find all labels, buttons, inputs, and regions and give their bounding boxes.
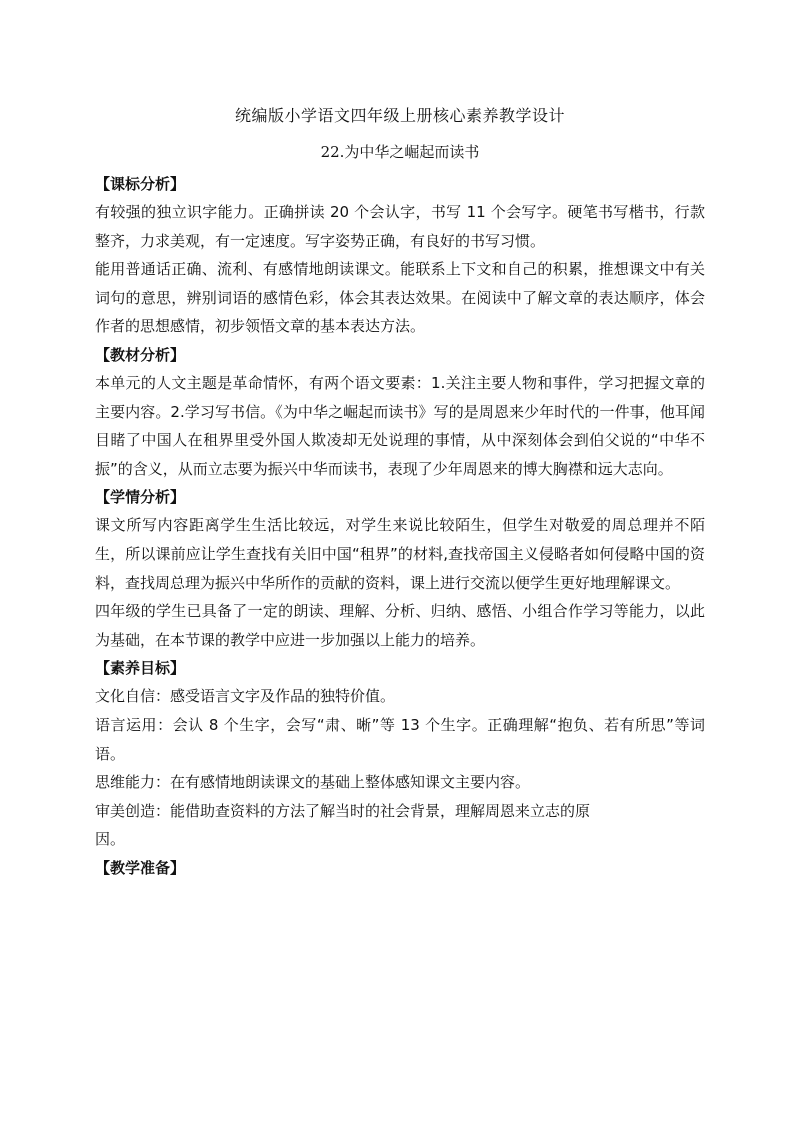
goal-aesthetic-continued: 因。 <box>95 830 126 849</box>
section-heading-curriculum: 【课标分析】 <box>95 175 186 193</box>
goal-aesthetic: 审美创造：能借助查资料的方法了解当时的社会背景，理解周恩来立志的原 <box>95 801 591 820</box>
section-heading-goals: 【素养目标】 <box>95 659 186 678</box>
curriculum-paragraph-1: 有较强的独立识字能力。正确拼读 20 个会认字，书写 11 个会写字。硬笔书写楷书，行款整齐，力求美观，有一定速度。写字姿势正确，有良好的书写习惯。 <box>95 203 705 250</box>
textbook-paragraph-1: 本单元的人文主题是革命情怀，有两个语文要素：1.关注主要人物和事件，学习把握文章的主要内容。2.学习写书信。《为中华之崛起而读书》写的是周恩来少年时代的一件事，他耳闻目睹了中国人在租界里受外国人欺凌却无处说理的事情，从中深刻体会到伯父说的“中华不振”的含义，从而立志要为振兴中华而读书，表现了少年周恩来的博大胸襟和远大志向。 <box>95 373 705 478</box>
goal-thinking: 思维能力：在有感情地朗读课文的基础上整体感知课文主要内容。 <box>95 773 531 792</box>
section-heading-learners: 【学情分析】 <box>95 488 186 507</box>
learners-paragraph-2: 四年级的学生已具备了一定的朗读、理解、分析、归纳、感悟、小组合作学习等能力，以此为基础，在本节课的教学中应进一步加强以上能力的培养。 <box>95 602 705 649</box>
document-title: 统编版小学语文四年级上册核心素养教学设计 <box>234 106 565 125</box>
document-body <box>95 102 705 882</box>
section-heading-textbook: 【教材分析】 <box>95 345 186 364</box>
goal-language-use: 语言运用：会认 8 个生字，会写“肃、晰”等 13 个生字。正确理解“抱负、若有所思”等词语。 <box>95 715 705 763</box>
learners-paragraph-1: 课文所写内容距离学生生活比较远，对学生来说比较陌生，但学生对敬爱的周总理并不陌生，所以课前应让学生查找有关旧中国“租界”的材料,查找帝国主义侵略者如何侵略中国的资料，查找周总理为振兴中华所作的贡献的资料，课上进行交流以便学生更好地理解课文。 <box>95 516 705 592</box>
lesson-title: 22.为中华之崛起而读书 <box>320 143 480 161</box>
goal-cultural-confidence: 文化自信：感受语言文字及作品的独特价值。 <box>95 687 396 706</box>
section-heading-preparation: 【教学准备】 <box>95 858 186 877</box>
curriculum-paragraph-2: 能用普通话正确、流利、有感情地朗读课文。能联系上下文和自己的积累，推想课文中有关词句的意思，辨别词语的感情色彩，体会其表达效果。在阅读中了解文章的表达顺序，体会作者的思想感情，初步领悟文章的基本表达方法。 <box>95 260 705 336</box>
